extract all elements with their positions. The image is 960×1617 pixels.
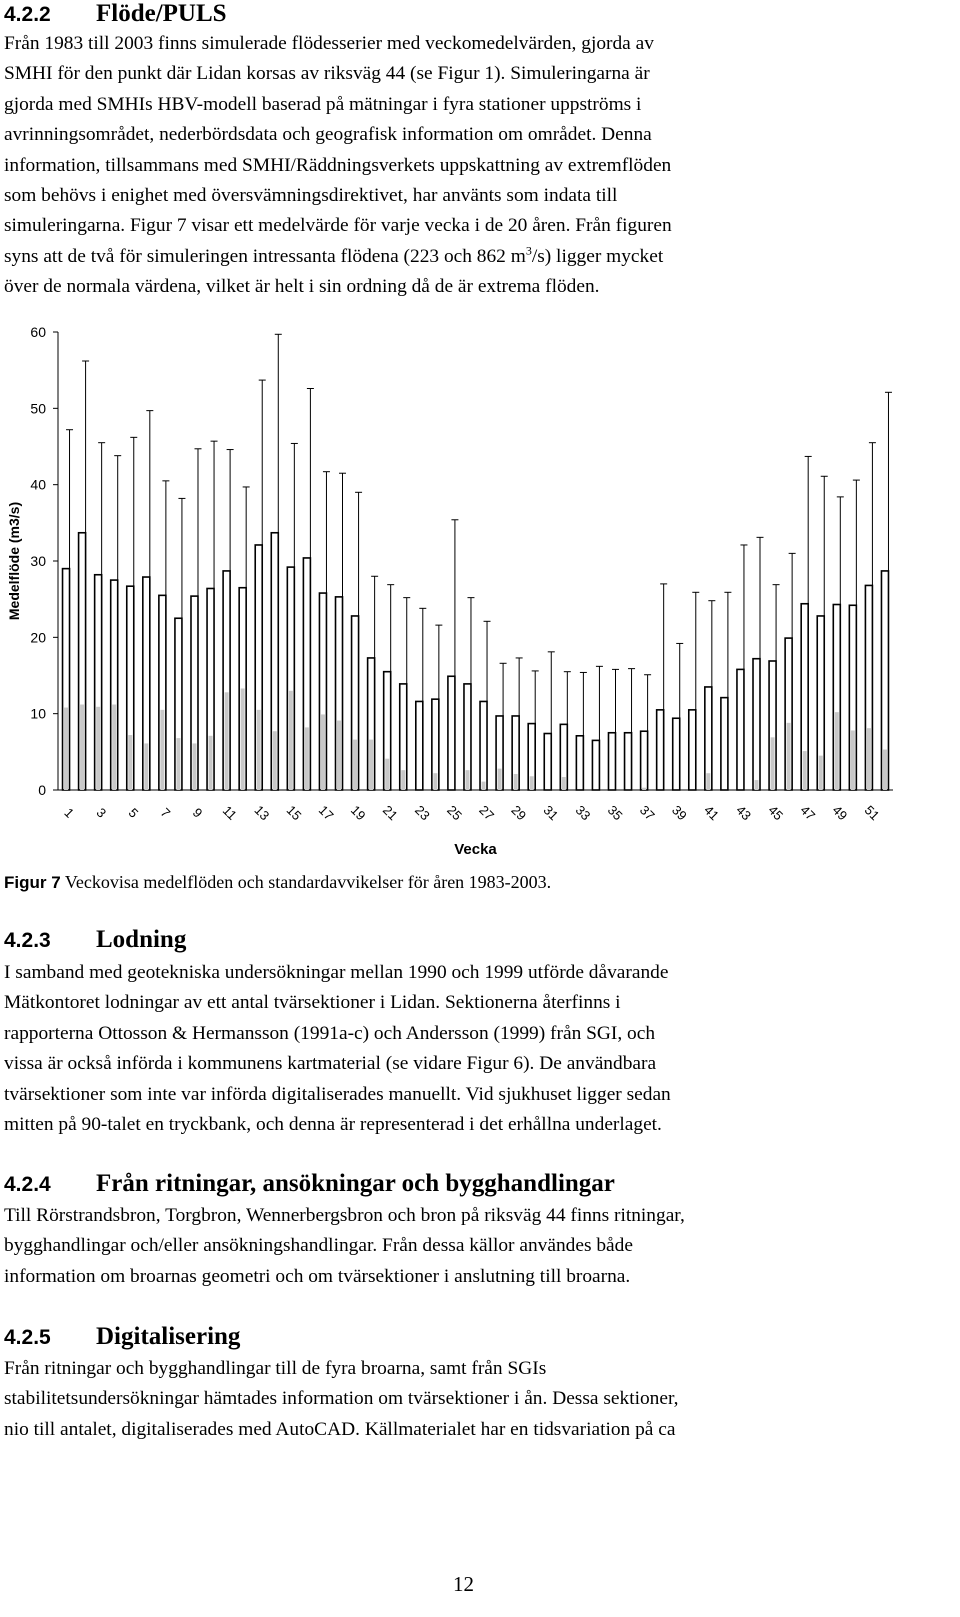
bar-lower-band	[96, 707, 100, 790]
bar	[416, 701, 423, 790]
bar-lower-band	[883, 750, 887, 790]
bar-lower-band	[321, 714, 325, 790]
y-tick-label: 60	[30, 324, 46, 340]
bar-lower-band	[771, 737, 775, 790]
text-line: Mätkontoret lodningar av ett antal tvärsektioner i Lidan. Sektionerna återfinns i	[4, 992, 621, 1014]
bar-lower-band	[192, 743, 196, 790]
bar-lower-band	[401, 770, 405, 790]
bar-lower-band	[369, 740, 373, 790]
section-number: 4.2.4	[4, 1173, 51, 1196]
section-heading-4-2-2	[4, 0, 227, 28]
y-tick-label: 40	[30, 476, 46, 493]
bar	[480, 701, 487, 790]
bar	[657, 710, 664, 790]
bar	[673, 718, 680, 790]
bar	[689, 710, 696, 790]
x-tick-label: 41	[701, 802, 722, 824]
x-tick-label: 13	[251, 802, 273, 824]
text-line: bygghandlingar och/eller ansökningshandlingar. Från dessa källor användes både	[4, 1235, 633, 1257]
bar-lower-band	[337, 721, 341, 790]
figure-caption-text: Veckovisa medelflöden och standardavvikelser för åren 1983-2003.	[60, 872, 552, 892]
bar-lower-band	[112, 705, 116, 790]
bar-lower-band	[835, 712, 839, 790]
section-number: 4.2.2	[4, 3, 51, 26]
bar-lower-band	[706, 773, 710, 790]
chart-bars	[63, 533, 889, 790]
text-line: Från ritningar och bygghandlingar till de fyra broarna, samt från SGIs	[4, 1358, 547, 1379]
x-tick-label: 5	[125, 804, 142, 821]
x-tick-label: 23	[412, 802, 433, 824]
bar-lower-band	[225, 692, 229, 790]
text-line: information, tillsammans med SMHI/Räddningsverkets uppskattning av extremflöden	[4, 154, 672, 176]
bar-lower-band	[160, 710, 164, 790]
bar	[641, 731, 648, 790]
x-axis-title: Vecka	[454, 841, 497, 858]
text-line: SMHI för den punkt där Lidan korsas av riksväg 44 (se Figur 1). Simuleringarna är	[4, 63, 650, 85]
chart-error-bars	[66, 334, 892, 740]
text-segment: /s) ligger mycket	[531, 245, 664, 267]
bar	[448, 676, 455, 790]
bar-lower-band	[144, 743, 148, 790]
bar	[737, 669, 744, 790]
section-number: 4.2.5	[4, 1326, 51, 1349]
bar-lower-band	[755, 780, 759, 790]
x-tick-label: 3	[93, 804, 110, 821]
text-line: Från 1983 till 2003 finns simulerade flödesserier med veckomedelvärden, gjorda av	[4, 33, 654, 54]
text-line: stabilitetsundersökningar hämtades information om tvärsektioner i ån. Dessa sektioner,	[4, 1388, 679, 1410]
bar	[721, 698, 728, 790]
paragraph-digitalisering	[4, 1354, 934, 1445]
bar-lower-band	[562, 777, 566, 790]
text-line: mitten på 90-talet en tryckbank, och denna är representerad i det erhållna underlaget.	[4, 1114, 662, 1136]
x-tick-label: 35	[604, 802, 626, 824]
bar	[592, 740, 599, 790]
bar-lower-band	[514, 774, 518, 790]
x-tick-label: 27	[476, 802, 498, 824]
text-line: gjorda med SMHIs HBV-modell baserad på mätningar i fyra stationer uppströms i	[4, 93, 642, 115]
x-tick-label: 7	[157, 804, 174, 821]
bar-lower-band	[289, 691, 293, 790]
bar-lower-band	[64, 708, 68, 790]
chart-labels	[6, 324, 883, 858]
text-line: som behövs i enighet med översvämningsdirektivet, har använts som indata till	[4, 185, 618, 207]
text-line: avrinningsområdet, nederbördsdata och geografisk information om området. Denna	[4, 124, 652, 146]
bar	[625, 733, 632, 790]
text-line: tvärsektioner som inte var införda digitaliserades manuellt. Vid sjukhuset ligger sedan	[4, 1083, 671, 1105]
weekly-flow-chart	[0, 316, 960, 866]
bar-lower-band	[819, 756, 823, 790]
bar-lower-band	[851, 730, 855, 790]
bar-lower-band	[433, 773, 437, 790]
bar-lower-band	[257, 710, 261, 790]
bar-lower-band	[209, 736, 213, 790]
x-tick-label: 45	[765, 802, 787, 824]
bar-lower-band	[482, 782, 486, 790]
bar-lower-band	[530, 776, 534, 790]
y-tick-label: 20	[30, 629, 46, 646]
section-title: Flöde/PULS	[96, 0, 227, 27]
section-heading-4-2-3	[4, 926, 186, 954]
section-title: Digitalisering	[96, 1323, 241, 1350]
text-line: I samband med geotekniska undersökningar mellan 1990 och 1999 utförde dåvarande	[4, 962, 669, 983]
bar-lower-band	[176, 738, 180, 790]
bar-lower-band	[273, 731, 277, 790]
figure-caption	[4, 872, 551, 893]
x-tick-label: 31	[540, 802, 562, 824]
section-title: Lodning	[96, 926, 187, 953]
bar	[608, 733, 615, 790]
x-tick-label: 49	[829, 802, 851, 824]
text-line: nio till antalet, digitaliserades med AutoCAD. Källmaterialet har en tidsvariation på ca	[4, 1418, 676, 1440]
page-number: 12	[453, 1572, 474, 1596]
y-axis-title: Medelflöde (m3/s)	[6, 501, 22, 621]
x-tick-label: 15	[283, 802, 305, 824]
bar	[544, 734, 551, 790]
paragraph-flode-puls	[4, 29, 934, 303]
text-line: över de normala värdena, vilket är helt i sin ordning då de är extrema flöden.	[4, 276, 600, 298]
bar	[753, 659, 760, 790]
bar-lower-band	[787, 723, 791, 790]
bar-lower-band	[241, 688, 245, 790]
bar-lower-band	[642, 788, 646, 790]
x-tick-label: 9	[189, 804, 206, 821]
bar	[576, 736, 583, 790]
text-segment: syns att de två för simuleringen intressanta flödena (223 och 862 m	[4, 245, 526, 267]
bar-lower-band	[385, 759, 389, 790]
x-tick-label: 51	[861, 802, 883, 824]
y-tick-label: 30	[30, 553, 46, 569]
x-tick-label: 47	[797, 802, 819, 824]
x-tick-label: 11	[219, 802, 240, 823]
bar-lower-band	[353, 740, 357, 790]
superscript: 3	[525, 243, 532, 258]
x-tick-label: 17	[315, 802, 337, 824]
x-tick-label: 21	[379, 802, 401, 824]
x-tick-label: 43	[733, 802, 755, 824]
section-heading-4-2-5	[4, 1323, 240, 1351]
x-tick-label: 1	[61, 804, 78, 821]
x-tick-label: 33	[572, 802, 594, 824]
x-tick-label: 39	[668, 802, 690, 824]
bar-lower-band	[128, 735, 132, 790]
text-line: Till Rörstrandsbron, Torgbron, Wennerbergsbron och bron på riksväg 44 finns ritningar,	[4, 1205, 685, 1226]
x-tick-label: 25	[444, 802, 466, 824]
text-line: rapporterna Ottosson & Hermansson (1991a-c) och Andersson (1999) från SGI, och	[4, 1022, 656, 1044]
bar-lower-band	[80, 705, 84, 790]
x-tick-label: 19	[347, 802, 369, 824]
figure-label: Figur 7	[4, 873, 61, 892]
text-line	[4, 242, 934, 272]
y-tick-label: 10	[30, 705, 46, 722]
bar-lower-band	[465, 770, 469, 790]
y-tick-label: 50	[30, 400, 46, 417]
bar-lower-band	[305, 727, 309, 790]
section-title: Från ritningar, ansökningar och bygghandlingar	[96, 1170, 615, 1197]
text-line: simuleringarna. Figur 7 visar ett medelvärde för varje vecka i de 20 åren. Från figuren	[4, 215, 672, 237]
text-line: vissa är också införda i kommunens kartmaterial (se vidare Figur 6). De användbara	[4, 1053, 657, 1075]
x-tick-label: 37	[636, 802, 658, 824]
y-tick-label: 0	[38, 782, 46, 798]
section-number: 4.2.3	[4, 929, 51, 952]
x-tick-label: 29	[508, 802, 530, 824]
bar-lower-band	[867, 728, 871, 790]
bar-lower-band	[803, 751, 807, 790]
section-heading-4-2-4	[4, 1170, 615, 1198]
paragraph-ritningar	[4, 1201, 934, 1292]
paragraph-lodning	[4, 958, 934, 1140]
bar-lower-band	[498, 769, 502, 790]
text-line: information om broarnas geometri och om tvärsektioner i anslutning till broarna.	[4, 1265, 631, 1287]
